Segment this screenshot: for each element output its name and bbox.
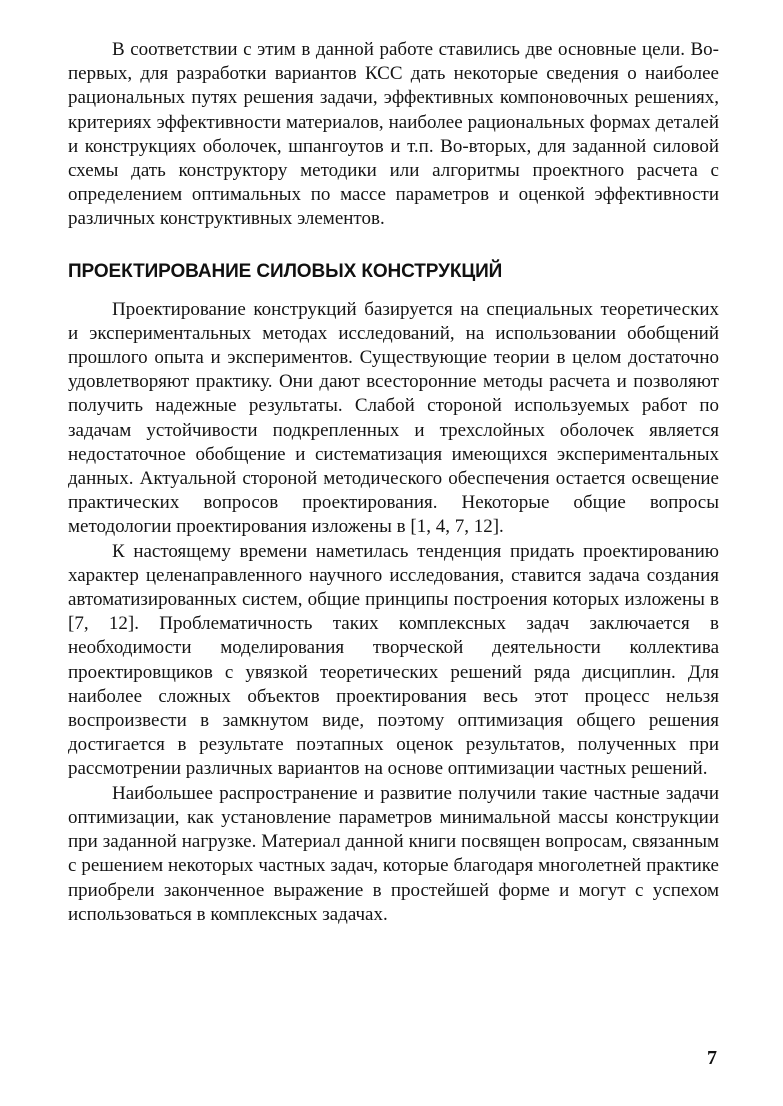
- body-paragraph-2: К настоящему времени наметилась тенденция придать проектированию характер целенаправленного научного исследования, ставится задача создания автоматизированных систем, общие принципы построения которых изложены в [7, 12]. Проблематичность таких комплексных задач заключается в необходимости моделирования творческой деятельности коллектива проектировщиков с увязкой теоретических решений ряда дисциплин. Для наиболее сложных объектов проектирования весь этот процесс нельзя воспроизвести в замкнутом виде, поэтому оптимизация общего решения достигается в результате поэтапных оценок результатов, полученных при рассмотрении различных вариантов на основе оптимизации частных решений.: [68, 540, 719, 780]
- body-paragraph-1: Проектирование конструкций базируется на специальных теоретических и экспериментальных методах исследований, на использовании обобщений прошлого опыта и экспериментов. Существующие теории в целом достаточно удовлетворяют практику. Они дают всесторонние методы расчета и позволяют получить надежные результаты. Слабой стороной используемых работ по задачам устойчивости подкрепленных и трехслойных оболочек является недостаточное обобщение и систематизация имеющихся экспериментальных данных. Актуальной стороной методического обеспечения остается освещение практических вопросов проектирования. Некоторые общие вопросы методологии проектирования изложены в [1, 4, 7, 12].: [68, 298, 719, 538]
- section-heading: ПРОЕКТИРОВАНИЕ СИЛОВЫХ КОНСТРУКЦИЙ: [68, 260, 503, 282]
- intro-paragraph: В соответствии с этим в данной работе ставились две основные цели. Во-первых, для разработки вариантов КСС дать некоторые сведения о наиболее рациональных путях решения задачи, эффективных компоновочных решениях, критериях эффективности материалов, наиболее рациональных формах деталей и конструкциях оболочек, шпангоутов и т.п. Во-вторых, для заданной силовой схемы дать конструктору методики или алгоритмы проектного расчета с определением оптимальных по массе параметров и оценкой эффективности различных конструктивных элементов.: [68, 39, 719, 230]
- page-number: 7: [707, 1047, 717, 1069]
- body-paragraph-3: Наибольшее распространение и развитие получили такие частные задачи оптимизации, как установление параметров минимальной массы конструкции при заданной нагрузке. Материал данной книги посвящен вопросам, связанным с решением некоторых частных задач, которые благодаря многолетней практике приобрели законченное выражение в простейшей форме и могут с успехом использоваться в комплексных задачах.: [68, 782, 719, 925]
- page-content: [68, 38, 719, 927]
